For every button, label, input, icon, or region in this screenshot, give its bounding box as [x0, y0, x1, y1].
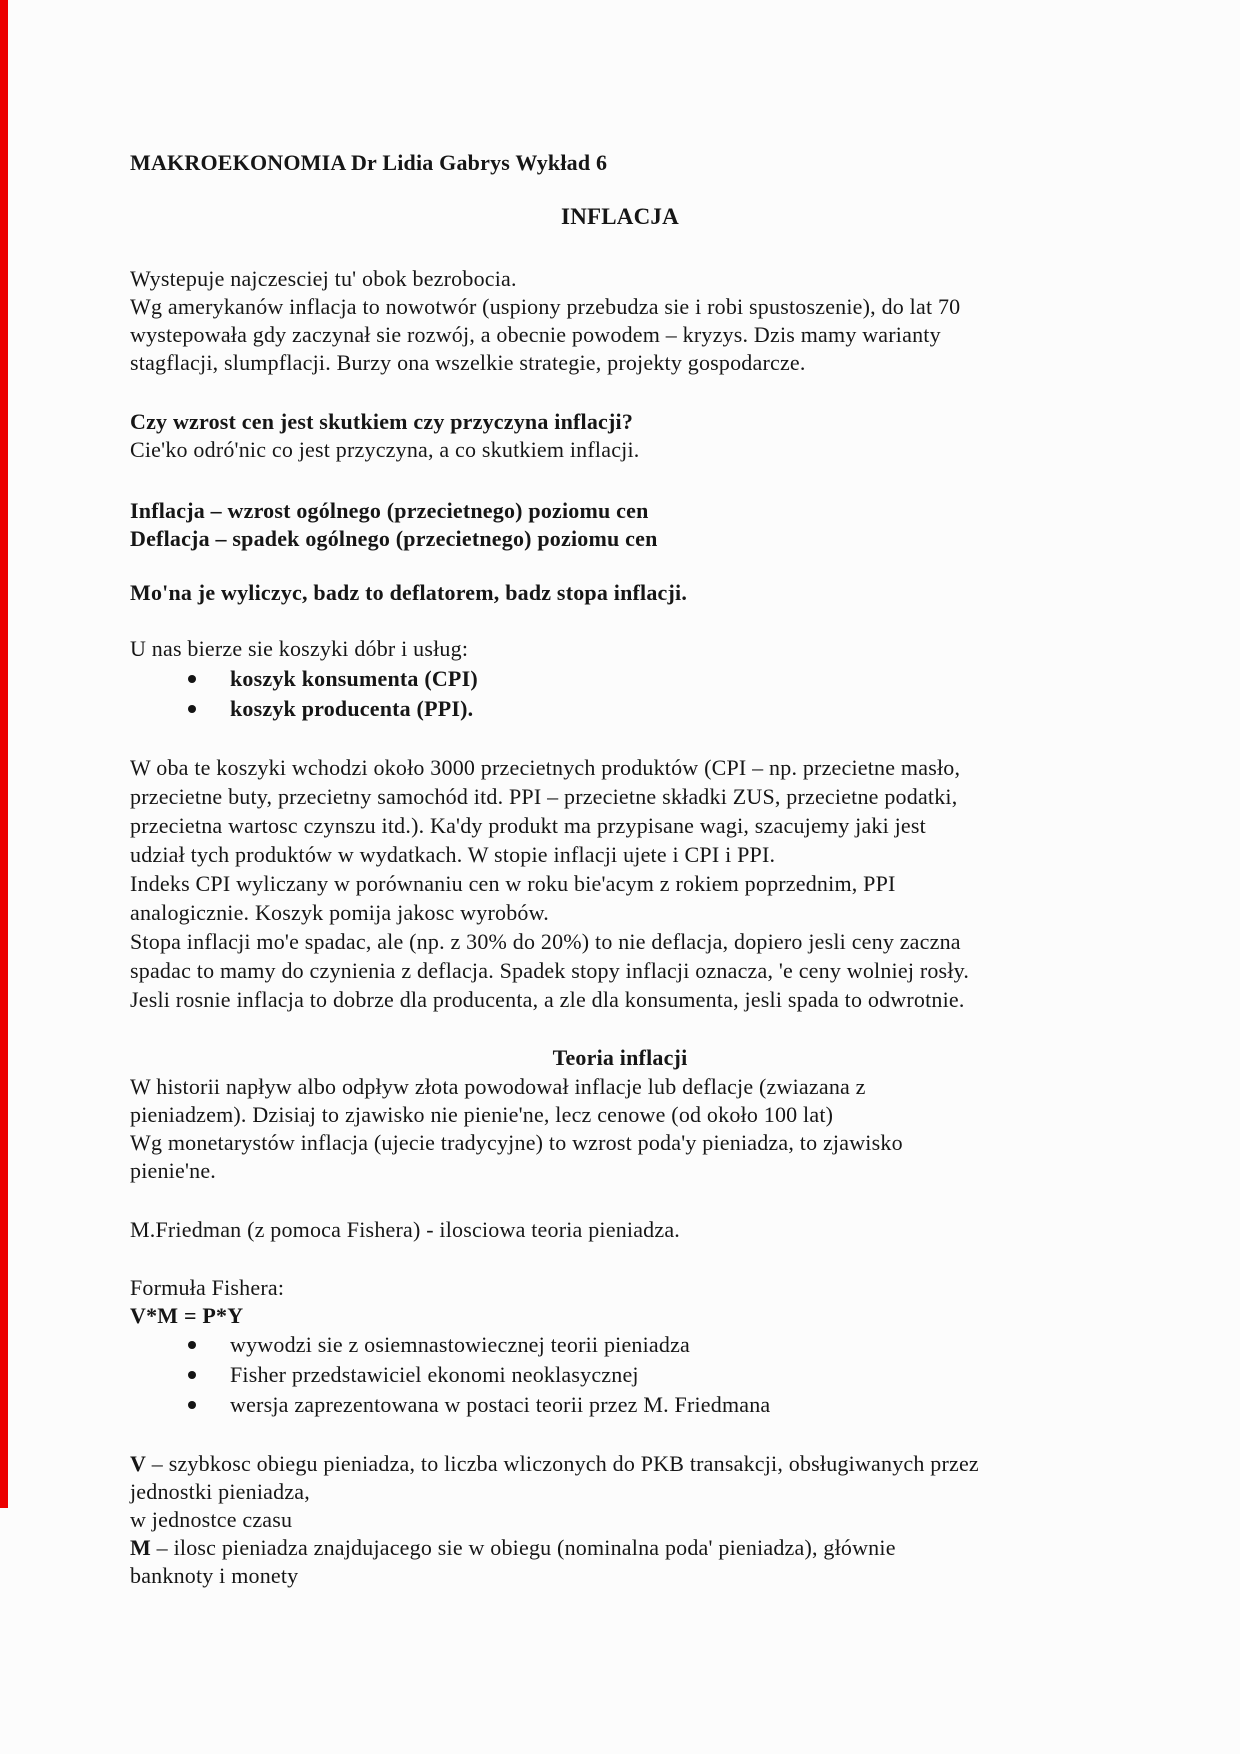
text-line: jednostki pieniadza,: [130, 1479, 310, 1504]
text-line: W historii napływ albo odpływ złota powodował inflacje lub deflacje (zwiazana z: [130, 1074, 866, 1099]
text-line: Wg amerykanów inflacja to nowotwór (uspiony przebudza sie i robi spustoszenie), do lat 70: [130, 294, 961, 319]
text-line: U nas bierze sie koszyki dóbr i usług:: [130, 636, 469, 661]
text-line: [130, 1535, 1110, 1561]
scan-edge-red-bar: [0, 0, 8, 1508]
text-line: W oba te koszyki wchodzi około 3000 przecietnych produktów (CPI – np. przecietne masło,: [130, 755, 961, 780]
text-line: w jednostce czasu: [130, 1507, 293, 1532]
text-line: Czy wzrost cen jest skutkiem czy przyczyna inflacji?: [130, 409, 634, 434]
text-line: Stopa inflacji mo'e spadac, ale (np. z 30% do 20%) to nie deflacja, dopiero jesli ceny zaczna: [130, 929, 961, 954]
definition-inflacja: Inflacja – wzrost ogólnego (przecietnego) poziomu cen: [130, 498, 649, 523]
list-item-label: Fisher przedstawiciel ekonomi neoklasycznej: [230, 1362, 639, 1387]
text-line: Indeks CPI wyliczany w porównaniu cen w roku bie'acym z rokiem poprzednim, PPI: [130, 871, 896, 896]
text-line: – ilosc pieniadza znajdujacego sie w obiegu (nominalna poda' pieniadza), głównie: [150, 1535, 896, 1560]
bullet-icon: [188, 675, 196, 683]
variable-v: V: [130, 1451, 147, 1476]
doc-header: MAKROEKONOMIA Dr Lidia Gabrys Wykład 6: [130, 150, 608, 175]
bullet-icon: [188, 1371, 196, 1379]
text-line: pienie'ne.: [130, 1158, 216, 1183]
text-line: [130, 1451, 1110, 1477]
list-item: [188, 1392, 1110, 1418]
list-item: [188, 1332, 1110, 1358]
text-line: banknoty i monety: [130, 1563, 299, 1588]
list-item-label: koszyk producenta (PPI).: [230, 696, 474, 721]
page-title: INFLACJA: [561, 204, 679, 229]
bullet-icon: [188, 705, 196, 713]
list-item-label: wywodzi sie z osiemnastowiecznej teorii pieniadza: [230, 1332, 691, 1357]
list-item-label: wersja zaprezentowana w postaci teorii przez M. Friedmana: [230, 1392, 771, 1417]
fisher-formula: V*M = P*Y: [130, 1303, 244, 1328]
text-line: Jesli rosnie inflacja to dobrze dla producenta, a zle dla konsumenta, jesli spada to odwrotnie.: [130, 987, 965, 1012]
list-item-label: koszyk konsumenta (CPI): [230, 666, 478, 691]
text-line: Wystepuje najczesciej tu' obok bezrobocia.: [130, 266, 517, 291]
list-item: [188, 1362, 1110, 1388]
text-line: przecietna wartosc czynszu itd.). Ka'dy produkt ma przypisane wagi, szacujemy jaki jest: [130, 813, 926, 838]
text-line: wystepowała gdy zaczynał sie rozwój, a obecnie powodem – kryzys. Dzis mamy warianty: [130, 322, 941, 347]
text-line: stagflacji, slumpflacji. Burzy ona wszelkie strategie, projekty gospodarcze.: [130, 350, 806, 375]
variable-m: M: [130, 1535, 151, 1560]
text-line: Cie'ko odró'nic co jest przyczyna, a co skutkiem inflacji.: [130, 437, 640, 462]
text-line: udział tych produktów w wydatkach. W stopie inflacji ujete i CPI i PPI.: [130, 842, 776, 867]
list-item: [188, 666, 1110, 692]
text-line: Mo'na je wyliczyc, badz to deflatorem, badz stopa inflacji.: [130, 580, 688, 605]
text-line: pieniadzem). Dzisiaj to zjawisko nie pienie'ne, lecz cenowe (od około 100 lat): [130, 1102, 834, 1127]
text-line: analogicznie. Koszyk pomija jakosc wyrobów.: [130, 900, 549, 925]
text-line: Wg monetarystów inflacja (ujecie tradycyjne) to wzrost poda'y pieniadza, to zjawisko: [130, 1130, 903, 1155]
text-line: spadac to mamy do czynienia z deflacja. Spadek stopy inflacji oznacza, 'e ceny wolniej rosły.: [130, 958, 970, 983]
text-line: Formuła Fishera:: [130, 1275, 285, 1300]
section-title-teoria-inflacji: Teoria inflacji: [552, 1045, 688, 1070]
list-item: [188, 696, 1110, 722]
definition-deflacja: Deflacja – spadek ogólnego (przecietnego) poziomu cen: [130, 526, 658, 551]
text-line: przecietne buty, przecietny samochód itd. PPI – przecietne składki ZUS, przecietne podatki,: [130, 784, 958, 809]
bullet-icon: [188, 1341, 196, 1349]
bullet-icon: [188, 1401, 196, 1409]
text-line: M.Friedman (z pomoca Fishera) - ilosciowa teoria pieniadza.: [130, 1217, 681, 1242]
text-line: – szybkosc obiegu pieniadza, to liczba wliczonych do PKB transakcji, obsługiwanych przez: [146, 1451, 979, 1476]
